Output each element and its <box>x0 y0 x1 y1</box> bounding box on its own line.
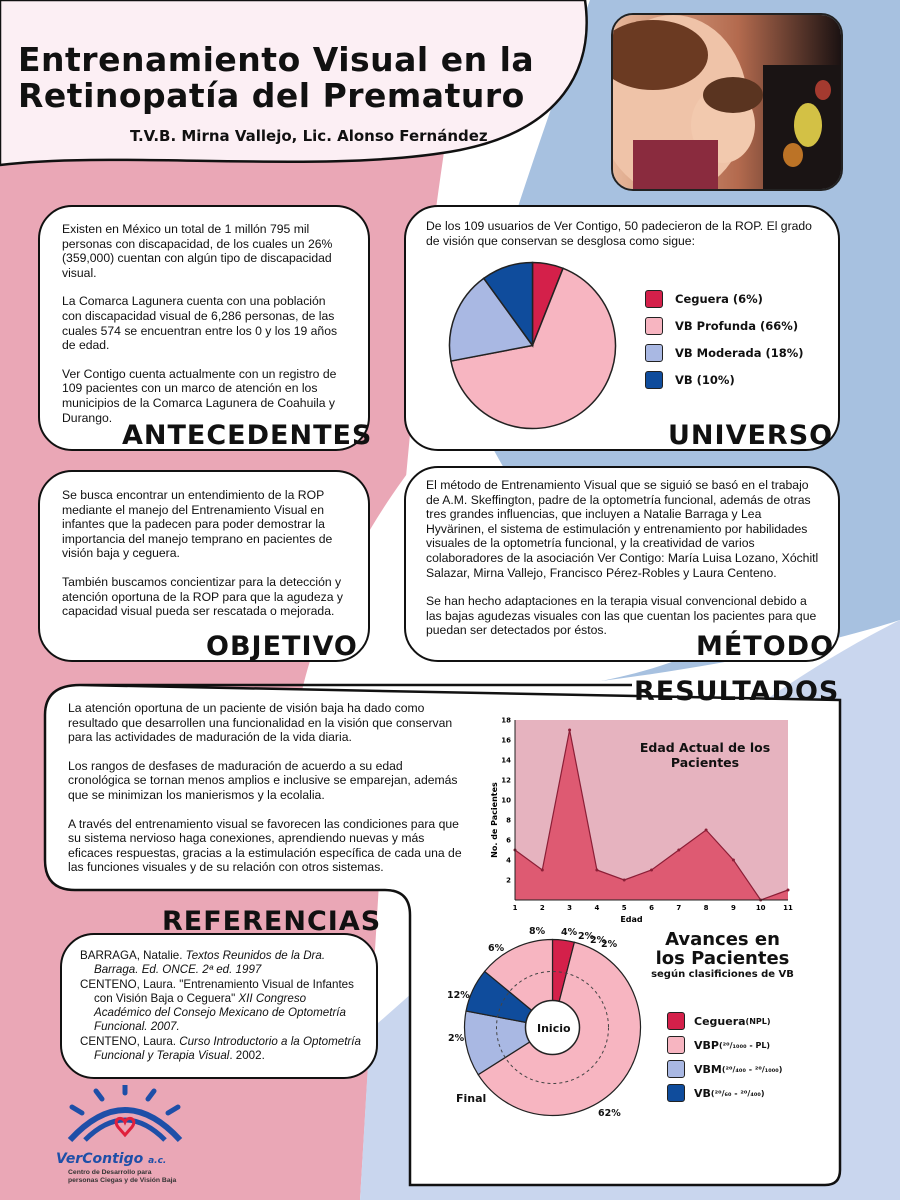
legend-range: (²⁰/₁₀₀₀ - PL) <box>718 1040 771 1050</box>
x-tick-label: 7 <box>676 904 682 912</box>
y-tick-label: 12 <box>501 776 511 785</box>
data-point <box>568 729 571 732</box>
logo-eye-icon <box>60 1085 190 1155</box>
metodo-paragraph-2: Se han hecho adaptaciones en la terapia visual convencional debido a las bajas agudezas visuales con las que cuentan los pacientes para que puedan ser detectados por éstos. <box>426 594 817 638</box>
metodo-heading: MÉTODO <box>696 631 835 662</box>
donut-outer-label: Final <box>456 1092 487 1105</box>
avances-legend-ceguera <box>667 1012 782 1030</box>
data-point <box>677 849 680 852</box>
data-point <box>787 889 790 892</box>
resultados-paragraph-3: A través del entrenamiento visual se favorecen las condiciones para que su sistema nervioso haga conexiones, aprendiendo nuevas y más eficaces respuestas, gracias a la estimulación específica de cada una de las funciones visuales y de su relación con otros sistemas. <box>68 816 462 875</box>
authors: T.V.B. Mirna Vallejo, Lic. Alonso Fernández <box>130 127 488 145</box>
y-axis-label: No. de Pacientes <box>490 782 499 858</box>
y-tick-label: 16 <box>501 736 511 745</box>
logo-brand <box>56 1151 166 1167</box>
legend-range: (NPL) <box>745 1016 771 1026</box>
donut-label-small-3: 2% <box>601 939 618 950</box>
ref-2-author: CENTENO, Laura. "Entrenamiento Visual de Infantes con Visión Baja o Ceguera" <box>80 978 354 1005</box>
metodo-paragraph-1: El método de Entrenamiento Visual que se siguió se basó en el trabajo de A.M. Skeffington, padre de la optometría funcional, además de otras tres grandes influencias, que incluyen a Natalie Barraga y Lea Hyvärinen, el sistema de estimulación y entrenamiento por habilidades visuales de la optometría funcional, y la creatividad de varios colaboradores de la asociación Ver Contigo: María Luisa Lozano, Xóchitl Salazar, Mirna Vallejo, Francisco Pérez-Robles y Laura Centeno. <box>426 478 819 580</box>
x-tick-label: 2 <box>539 904 545 912</box>
legend-swatch-rose <box>667 1036 685 1054</box>
x-tick-label: 5 <box>621 904 627 912</box>
donut-label-ceguera: 4% <box>561 927 578 938</box>
avances-legend-vb <box>667 1084 782 1102</box>
data-point <box>732 859 735 862</box>
legend-swatch-navy <box>667 1084 685 1102</box>
logo-suffix: a.c. <box>148 1156 167 1166</box>
x-tick-label: 3 <box>567 904 573 912</box>
ref-2-title: XII Congreso Académico del Consejo Mexicano de Optometría Funcional. 2007. <box>94 992 346 1033</box>
title-line-2: Retinopatía del Prematuro <box>18 76 525 115</box>
y-tick-label: 10 <box>501 796 511 805</box>
y-tick-label: 8 <box>506 816 511 825</box>
ver-contigo-logo <box>52 1085 202 1190</box>
antecedentes-heading: ANTECEDENTES <box>122 420 373 451</box>
antecedentes-paragraph-3: Ver Contigo cuenta actualmente con un registro de 109 pacientes con un marco de atención en los municipios de la Comarca Lagunera de Coahuila y Durango. <box>62 366 337 425</box>
avances-title-line-1: Avances en <box>665 929 780 950</box>
legend-label: VB Moderada (18%) <box>675 346 804 360</box>
ref-3-author: CENTENO, Laura. <box>80 1035 180 1048</box>
resultados-heading: RESULTADOS <box>634 676 840 707</box>
x-tick-label: 4 <box>594 904 600 912</box>
donut-label-vbp: 62% <box>598 1108 621 1119</box>
legend-swatch-lavender <box>667 1060 685 1078</box>
donut-label-small-2: 2% <box>590 935 607 946</box>
x-tick-label: 6 <box>649 904 654 912</box>
y-tick-label: 2 <box>506 876 511 885</box>
ref-1-author: BARRAGA, Natalie. <box>80 949 186 962</box>
legend-label: VB <box>694 1086 711 1100</box>
logo-tagline-2: personas Ciegas y de Visión Baja <box>68 1177 177 1184</box>
ref-3-tail: . 2002. <box>229 1049 265 1062</box>
objetivo-paragraph-2: También buscamos concientizar para la detección y atención oportuna de la ROP para que la agudeza y capacidad visual pueda ser rescatada o mejorada. <box>62 574 343 619</box>
legend-label: VB (10%) <box>675 373 735 387</box>
data-point <box>623 879 626 882</box>
universo-heading: UNIVERSO <box>668 420 834 451</box>
logo-tagline-1: Centro de Desarrollo para <box>68 1169 152 1176</box>
donut-label-vb-upper: 6% <box>488 943 505 954</box>
referencias-box <box>60 933 378 1079</box>
donut-label-left-small: 2% <box>448 1033 465 1044</box>
referencias-heading: REFERENCIAS <box>162 906 382 937</box>
universo-intro: De los 109 usuarios de Ver Contigo, 50 padecieron de la ROP. El grado de visión que conservan se desglosa como sigue: <box>426 219 812 248</box>
referencia-1 <box>80 949 362 977</box>
y-tick-label: 18 <box>501 716 511 725</box>
legend-label: VBM <box>694 1062 722 1076</box>
data-point <box>705 829 708 832</box>
avances-legend-vbm <box>667 1060 782 1078</box>
avances-legend <box>667 1012 782 1111</box>
edad-chart-title: Edad Actual de los Pacientes <box>639 740 771 770</box>
logo-brand-text: VerContigo <box>56 1151 144 1167</box>
data-point <box>541 869 544 872</box>
data-point <box>650 869 653 872</box>
title-line-1: Entrenamiento Visual en la <box>18 40 535 79</box>
avances-subtitle: según clasificiones de VB <box>651 969 794 980</box>
donut-label-small-1: 2% <box>578 931 595 942</box>
legend-range: (²⁰/₆₀ - ²⁰/₄₀₀) <box>710 1088 765 1098</box>
x-axis-label: Edad <box>620 915 643 924</box>
resultados-text <box>68 701 463 875</box>
y-tick-label: 14 <box>501 756 511 765</box>
avances-title <box>640 930 805 981</box>
x-tick-label: 1 <box>512 904 518 912</box>
referencia-2 <box>80 978 362 1034</box>
objetivo-paragraph-1: Se busca encontrar un entendimiento de la ROP mediante el manejo del Entrenamiento Visual en infantes que la padecen para poder demostrar la importancia del manejo temprano en pacientes de visión baja y ceguera. <box>62 488 333 561</box>
resultados-paragraph-1: La atención oportuna de un paciente de visión baja ha dado como resultado que desarrollen una funcionalidad en la visión que conservan para las actividades de maduración de la vida diaria. <box>68 701 453 745</box>
x-tick-label: 10 <box>755 904 766 912</box>
legend-label: VBP <box>694 1038 719 1052</box>
legend-swatch-crimson <box>667 1012 685 1030</box>
legend-label: Ceguera (6%) <box>675 292 763 306</box>
ref-1-title: Textos Reunidos de la Dra. Barraga. Ed. ONCE. 2ª ed. 1997 <box>94 949 326 976</box>
referencia-3 <box>80 1035 362 1063</box>
legend-label: Ceguera <box>694 1014 746 1028</box>
legend-label: VB Profunda (66%) <box>675 319 799 333</box>
avances-legend-vbp <box>667 1036 782 1054</box>
donut-inner-label: Inicio <box>537 1022 571 1035</box>
y-tick-label: 4 <box>506 856 511 865</box>
ref-3-title: Curso Introductorio a la Optometría Funcional y Terapia Visual <box>94 1035 361 1062</box>
objetivo-heading: OBJETIVO <box>206 631 358 662</box>
x-tick-label: 11 <box>783 904 793 912</box>
logo-tagline <box>68 1169 176 1185</box>
y-tick-label: 6 <box>506 836 511 845</box>
antecedentes-paragraph-2: La Comarca Lagunera cuenta con una población con discapacidad visual de 6,286 personas, de las cuales 574 se encuentran entre los 0 y los 19 años de edad. <box>62 294 338 353</box>
avances-title-line-2: los Pacientes <box>655 948 790 969</box>
donut-label-vbm: 12% <box>447 990 470 1001</box>
donut-label-vb: 8% <box>529 926 546 937</box>
antecedentes-paragraph-1: Existen en México un total de 1 millón 795 mil personas con discapacidad, de los cuales un 26% (359,000) cuentan con algún tipo de discapacidad visual. <box>62 222 333 280</box>
x-tick-label: 9 <box>730 904 736 912</box>
data-point <box>595 869 598 872</box>
x-tick-label: 8 <box>703 904 709 912</box>
resultados-paragraph-2: Los rangos de desfases de maduración de acuerdo a su edad cronológica se tornan menos amplios e inclusive se emparejan, además que se minimizan los manierismos y la ecolalia. <box>68 758 458 802</box>
legend-range: (²⁰/₄₀₀ - ²⁰/₁₀₀₀) <box>721 1064 783 1074</box>
